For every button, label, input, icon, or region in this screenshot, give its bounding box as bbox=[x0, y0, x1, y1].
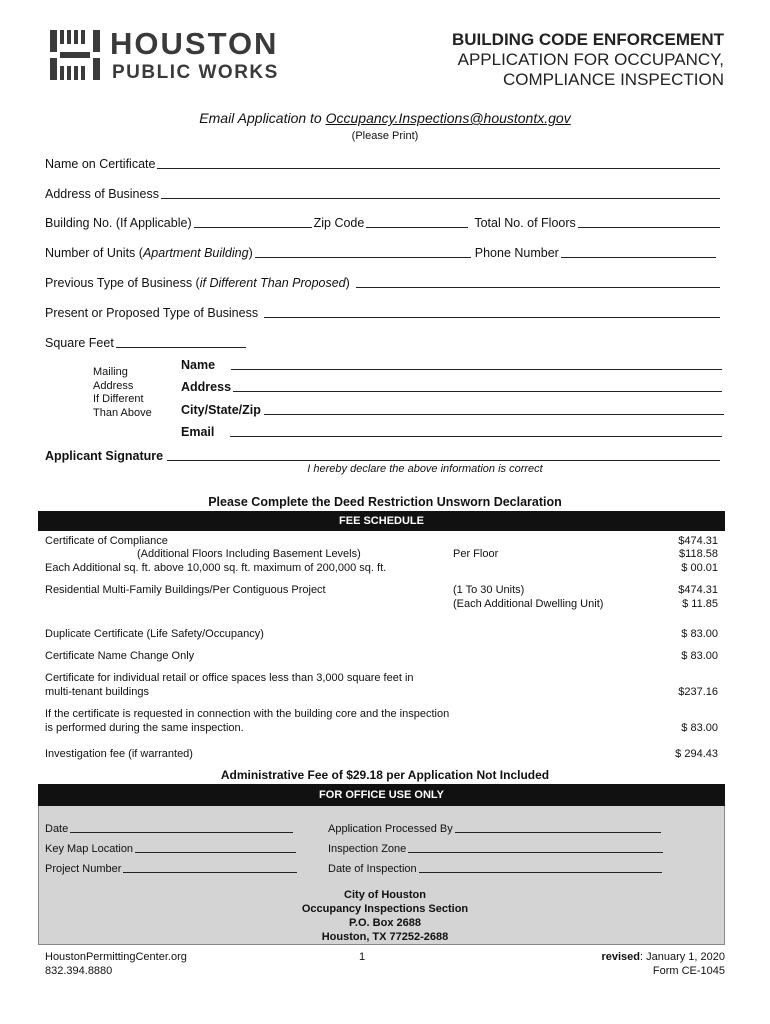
office-date-of-inspection-label: Date of Inspection bbox=[328, 863, 417, 875]
office-address-line4: Houston, TX 77252-2688 bbox=[321, 931, 449, 943]
logo-houston: HOUSTON bbox=[110, 26, 279, 61]
houston-public-works-logo-icon bbox=[50, 28, 100, 82]
footer-revised bbox=[601, 951, 725, 965]
mailing-address-row bbox=[181, 378, 724, 394]
units-row bbox=[45, 244, 722, 260]
email-instruction bbox=[0, 110, 770, 126]
office-keymap-label: Key Map Location bbox=[45, 843, 134, 855]
office-date-label: Date bbox=[45, 823, 69, 835]
fee-investigation-price: $ 294.43 bbox=[675, 748, 718, 760]
logo-public-works: PUBLIC WORKS bbox=[112, 62, 279, 83]
previous-business-prefix: Previous Type of Business ( bbox=[45, 276, 200, 290]
office-date-of-inspection-row bbox=[328, 861, 664, 875]
deed-restriction-heading: Please Complete the Deed Restriction Unsworn Declaration bbox=[208, 495, 562, 509]
office-project-number-field[interactable] bbox=[123, 872, 297, 873]
page-subtitle-1: APPLICATION FOR OCCUPANCY, bbox=[457, 50, 724, 69]
mailing-address-label: Address bbox=[181, 380, 232, 394]
email-prefix: Email Application to bbox=[199, 110, 326, 126]
office-project-number-label: Project Number bbox=[45, 863, 122, 875]
mailing-side-label-4: Than Above bbox=[93, 406, 152, 419]
mailing-address-side-label bbox=[93, 366, 152, 420]
administrative-fee-note: Administrative Fee of $29.18 per Application Not Included bbox=[220, 768, 550, 782]
office-date-row bbox=[45, 821, 295, 835]
mailing-name-label: Name bbox=[181, 358, 216, 372]
office-keymap-row bbox=[45, 841, 298, 855]
office-project-number-row bbox=[45, 861, 299, 875]
mailing-email-field[interactable] bbox=[230, 436, 722, 437]
office-address-block bbox=[0, 888, 770, 944]
office-processed-by-field[interactable] bbox=[455, 832, 661, 833]
fee-compliance-price: $474.31 bbox=[678, 535, 718, 547]
fee-duplicate-price: $ 83.00 bbox=[681, 628, 718, 640]
fee-additional-floors: (Additional Floors Including Basement Levels) bbox=[137, 548, 361, 560]
total-floors-label: Total No. of Floors bbox=[474, 216, 576, 230]
page-title: BUILDING CODE ENFORCEMENT bbox=[452, 30, 724, 49]
fee-additional-floors-price: $118.58 bbox=[679, 548, 718, 560]
building-no-field[interactable] bbox=[194, 227, 312, 228]
address-of-business-row bbox=[45, 185, 722, 201]
building-row bbox=[45, 214, 722, 230]
footer-revised-label: revised bbox=[601, 951, 640, 963]
name-on-certificate-row bbox=[45, 155, 722, 171]
address-of-business-label: Address of Business bbox=[45, 187, 159, 201]
mailing-side-label-2: Address bbox=[93, 379, 134, 392]
fee-investigation: Investigation fee (if warranted) bbox=[45, 748, 193, 760]
email-link[interactable]: Occupancy.Inspections@houstontx.gov bbox=[325, 110, 571, 126]
fee-core-line1: If the certificate is requested in connection with the building core and the inspection bbox=[45, 708, 450, 720]
previous-business-italic: if Different Than Proposed bbox=[199, 276, 346, 290]
fee-multi-family: Residential Multi-Family Buildings/Per Contiguous Project bbox=[45, 584, 326, 596]
units-label-prefix: Number of Units ( bbox=[45, 246, 143, 260]
fee-each-additional-unit: (Each Additional Dwelling Unit) bbox=[453, 598, 604, 610]
footer-phone: 832.394.8880 bbox=[45, 964, 113, 977]
zip-code-field[interactable] bbox=[366, 227, 468, 228]
fee-name-change-price: $ 83.00 bbox=[681, 650, 718, 662]
fee-per-floor: Per Floor bbox=[453, 548, 499, 560]
mailing-side-label-1: Mailing bbox=[93, 366, 128, 378]
fee-each-additional-unit-price: $ 11.85 bbox=[682, 598, 718, 610]
office-inspection-zone-label: Inspection Zone bbox=[328, 843, 407, 855]
mailing-name-row bbox=[181, 356, 724, 372]
office-address-line1: City of Houston bbox=[344, 889, 426, 901]
office-address-line2: Occupancy Inspections Section bbox=[301, 903, 469, 915]
office-keymap-field[interactable] bbox=[135, 852, 296, 853]
units-field[interactable] bbox=[255, 257, 471, 258]
fee-core-line2: is performed during the same inspection. bbox=[45, 722, 244, 734]
office-inspection-zone-row bbox=[328, 841, 665, 855]
present-business-row bbox=[45, 304, 722, 320]
square-feet-row bbox=[45, 334, 722, 350]
footer-revised-date: : January 1, 2020 bbox=[639, 951, 725, 963]
fee-additional-sqft: Each Additional sq. ft. above 10,000 sq. ft. maximum of 200,000 sq. ft. bbox=[45, 562, 387, 574]
footer-right bbox=[601, 951, 725, 978]
office-use-header: FOR OFFICE USE ONLY bbox=[38, 784, 725, 806]
building-no-label: Building No. (If Applicable) bbox=[45, 216, 192, 230]
please-print-note: (Please Print) bbox=[351, 130, 419, 142]
page-subtitle-2: COMPLIANCE INSPECTION bbox=[502, 70, 724, 89]
footer-left bbox=[45, 951, 187, 978]
units-label-suffix: ) bbox=[248, 246, 253, 260]
mailing-email-label: Email bbox=[181, 425, 215, 439]
previous-business-field[interactable] bbox=[356, 287, 720, 288]
fee-name-change: Certificate Name Change Only bbox=[45, 650, 195, 662]
fee-core-price: $ 83.00 bbox=[681, 722, 718, 734]
applicant-signature-label: Applicant Signature bbox=[45, 449, 164, 463]
mailing-city-label: City/State/Zip bbox=[181, 403, 261, 417]
present-business-field[interactable] bbox=[264, 317, 720, 318]
fee-retail-price: $237.16 bbox=[678, 686, 718, 698]
units-label-italic: Apartment Building bbox=[142, 246, 249, 260]
fee-compliance: Certificate of Compliance bbox=[45, 535, 168, 547]
phone-number-field[interactable] bbox=[561, 257, 716, 258]
office-processed-by-label: Application Processed By bbox=[328, 823, 453, 835]
office-date-of-inspection-field[interactable] bbox=[419, 872, 662, 873]
declaration-note: I hereby declare the above information is correct bbox=[307, 463, 543, 475]
square-feet-label: Square Feet bbox=[45, 336, 114, 350]
previous-business-label bbox=[45, 276, 350, 290]
fee-additional-sqft-price: $ 00.01 bbox=[681, 562, 718, 574]
office-processed-by-row bbox=[328, 821, 663, 835]
square-feet-field[interactable] bbox=[116, 347, 246, 348]
mailing-side-label-3: If Different bbox=[93, 393, 144, 405]
previous-business-suffix: ) bbox=[345, 276, 350, 290]
page-number: 1 bbox=[359, 951, 366, 963]
applicant-signature-row bbox=[45, 447, 722, 463]
phone-number-label: Phone Number bbox=[474, 246, 559, 260]
footer-form-number: Form CE-1045 bbox=[652, 964, 725, 977]
address-of-business-field[interactable] bbox=[161, 198, 720, 199]
fee-retail-line1: Certificate for individual retail or office spaces less than 3,000 square feet in bbox=[45, 672, 414, 684]
zip-code-label: Zip Code bbox=[313, 216, 365, 230]
fee-units-1-30: (1 To 30 Units) bbox=[453, 584, 525, 596]
applicant-signature-field[interactable] bbox=[167, 460, 720, 461]
units-label bbox=[45, 246, 253, 260]
mailing-city-field[interactable] bbox=[264, 414, 724, 415]
present-business-label: Present or Proposed Type of Business bbox=[45, 306, 259, 320]
mailing-email-row bbox=[181, 423, 724, 439]
fee-retail-line2: multi-tenant buildings bbox=[45, 686, 149, 698]
total-floors-field[interactable] bbox=[578, 227, 720, 228]
mailing-name-field[interactable] bbox=[231, 369, 722, 370]
fee-schedule-header: FEE SCHEDULE bbox=[38, 511, 725, 531]
name-on-certificate-label: Name on Certificate bbox=[45, 157, 156, 171]
fee-duplicate: Duplicate Certificate (Life Safety/Occupancy) bbox=[45, 628, 264, 640]
fee-units-1-30-price: $474.31 bbox=[678, 584, 718, 596]
office-date-field[interactable] bbox=[70, 832, 293, 833]
mailing-city-row bbox=[181, 401, 726, 417]
mailing-address-field[interactable] bbox=[233, 391, 722, 392]
footer-website: HoustonPermittingCenter.org bbox=[45, 951, 187, 963]
office-address-line3: P.O. Box 2688 bbox=[349, 917, 421, 929]
name-on-certificate-field[interactable] bbox=[157, 168, 720, 169]
previous-business-row bbox=[45, 274, 722, 290]
office-inspection-zone-field[interactable] bbox=[408, 852, 663, 853]
